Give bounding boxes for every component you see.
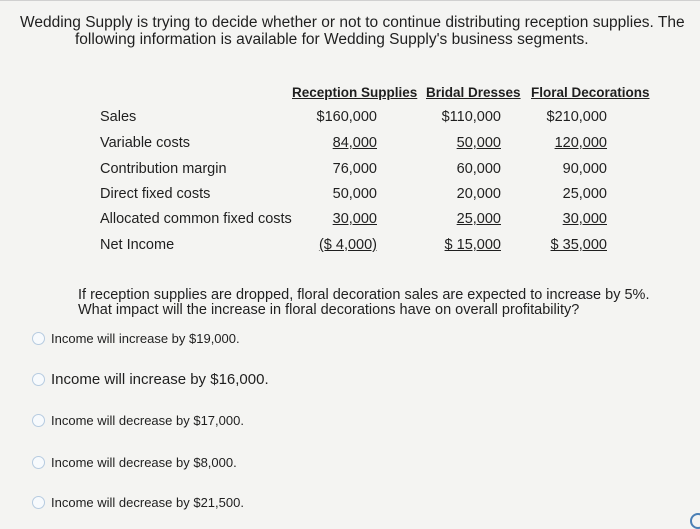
cell-contribution-reception: 76,000 — [332, 161, 377, 177]
option-1[interactable] — [32, 331, 240, 346]
option-1-label: Income will increase by $19,000. — [51, 331, 240, 346]
question-text — [78, 288, 693, 318]
cell-variable-bridal: 50,000 — [456, 135, 501, 151]
option-4-label: Income will decrease by $8,000. — [51, 455, 237, 470]
corner-circle-icon — [690, 513, 700, 529]
option-3[interactable] — [32, 413, 244, 428]
cell-contribution-floral: 90,000 — [562, 161, 607, 177]
intro-text — [20, 14, 695, 48]
cell-net-income-reception: ($ 4,000) — [318, 237, 377, 253]
row-label-contribution-margin: Contribution margin — [100, 161, 227, 177]
option-5-label: Income will decrease by $21,500. — [51, 495, 244, 510]
cell-contribution-bridal: 60,000 — [456, 161, 501, 177]
header-bridal-dresses: Bridal Dresses — [426, 85, 521, 100]
option-2[interactable] — [32, 371, 269, 388]
cell-direct-fixed-floral: 25,000 — [562, 186, 607, 202]
cell-variable-reception: 84,000 — [332, 135, 377, 151]
intro-line-1: Wedding Supply is trying to decide whether or not to continue distributing reception supplies. The — [20, 14, 685, 31]
option-5[interactable] — [32, 495, 244, 510]
row-label-allocated-common-fixed-costs: Allocated common fixed costs — [100, 211, 292, 227]
row-label-net-income: Net Income — [100, 237, 175, 253]
top-border — [0, 0, 700, 10]
cell-net-income-floral: $ 35,000 — [550, 237, 607, 253]
row-label-direct-fixed-costs: Direct fixed costs — [100, 186, 211, 202]
option-2-label: Income will increase by $16,000. — [51, 371, 269, 388]
radio-button-icon[interactable] — [32, 373, 45, 386]
radio-button-icon[interactable] — [32, 414, 45, 427]
radio-button-icon[interactable] — [32, 496, 45, 509]
radio-button-icon[interactable] — [32, 332, 45, 345]
question-line-1: If reception supplies are dropped, floral decoration sales are expected to increase by 5%. — [78, 287, 650, 303]
cell-direct-fixed-reception: 50,000 — [332, 186, 377, 202]
option-4[interactable] — [32, 455, 237, 470]
row-label-variable-costs: Variable costs — [100, 135, 190, 151]
question-line-2: What impact will the increase in floral decorations have on overall profitability? — [78, 302, 580, 318]
header-reception-supplies: Reception Supplies — [292, 85, 418, 100]
cell-variable-floral: 120,000 — [554, 135, 607, 151]
cell-allocated-reception: 30,000 — [332, 211, 377, 227]
option-3-label: Income will decrease by $17,000. — [51, 413, 244, 428]
cell-net-income-bridal: $ 15,000 — [444, 237, 501, 253]
cell-allocated-bridal: 25,000 — [456, 211, 501, 227]
cell-allocated-floral: 30,000 — [562, 211, 607, 227]
cell-direct-fixed-bridal: 20,000 — [456, 186, 501, 202]
intro-line-2: following information is available for Wedding Supply's business segments. — [75, 31, 589, 48]
radio-button-icon[interactable] — [32, 456, 45, 469]
header-floral-decorations: Floral Decorations — [531, 85, 650, 100]
cell-sales-floral: $210,000 — [546, 109, 607, 125]
cell-sales-reception: $160,000 — [316, 109, 377, 125]
row-label-sales: Sales — [100, 109, 137, 125]
cell-sales-bridal: $110,000 — [441, 109, 501, 125]
